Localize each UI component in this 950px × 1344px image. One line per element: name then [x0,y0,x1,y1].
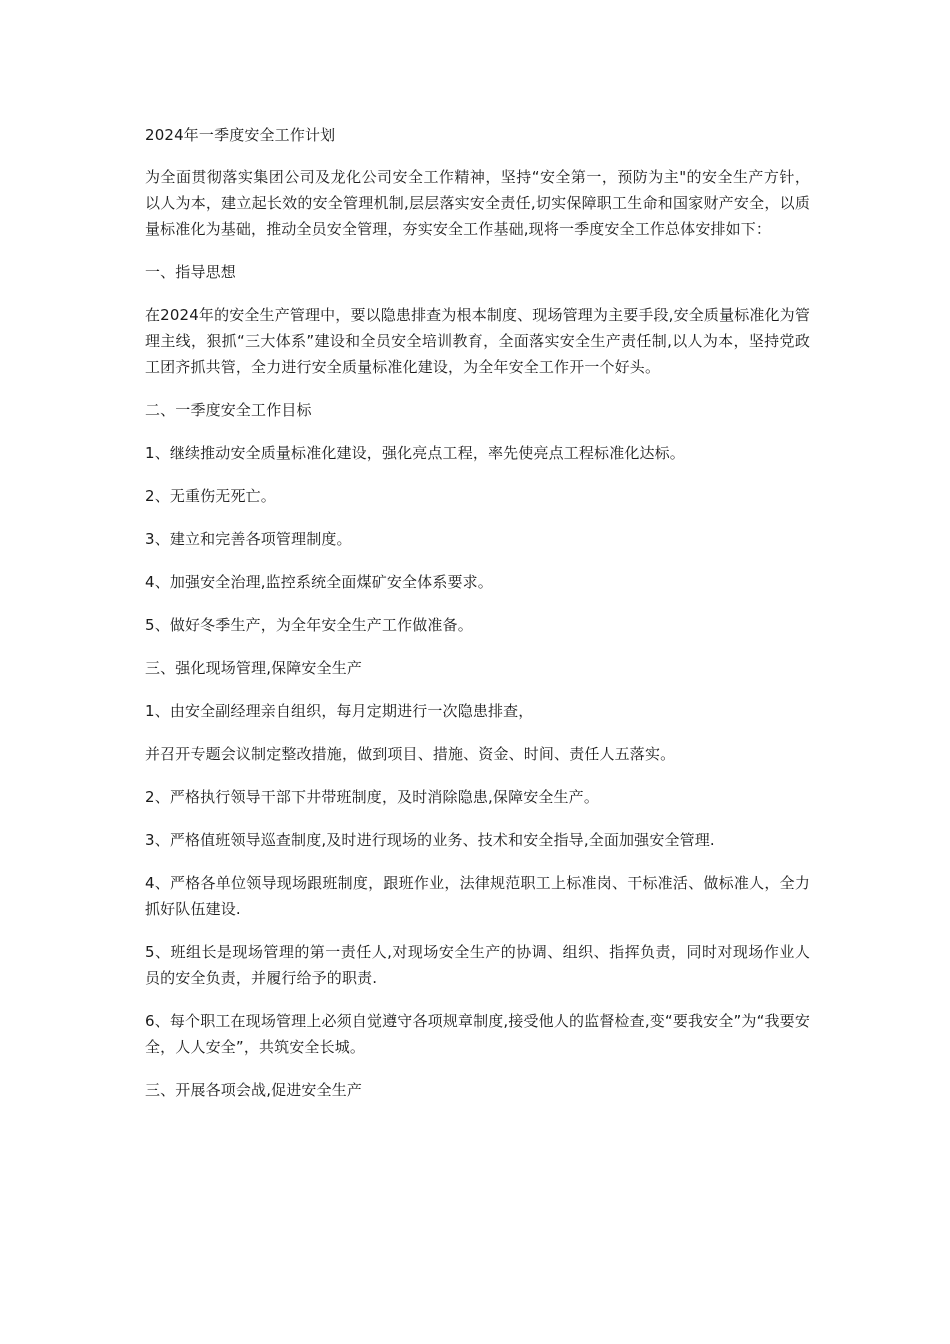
section-heading-quarter-goals: 二、一季度安全工作目标 [145,401,312,419]
goal-item: 3、建立和完善各项管理制度。 [145,530,352,548]
site-management-item: 5、班组长是现场管理的第一责任人,对现场安全生产的协调、组织、指挥负责，同时对现场作业人员的安全负责，并履行给予的职责. [145,943,810,987]
goal-item: 5、做好冬季生产，为全年安全生产工作做准备。 [145,616,473,634]
document-page [145,122,810,1120]
site-management-item: 并召开专题会议制定整改措施，做到项目、措施、资金、时间、责任人五落实。 [145,745,676,763]
intro-paragraph: 为全面贯彻落实集团公司及龙化公司安全工作精神，坚持“安全第一，预防为主"的安全生产方针，以人为本，建立起长效的安全管理机制,层层落实安全责任,切实保障职工生命和国家财产安全，以质量标准化为基础，推动全员安全管理，夯实安全工作基础,现将一季度安全工作总体安排如下： [145,168,810,238]
site-management-item: 3、严格值班领导巡查制度,及时进行现场的业务、技术和安全指导,全面加强安全管理. [145,831,715,849]
site-management-item: 1、由安全副经理亲自组织，每月定期进行一次隐患排查， [145,702,534,720]
section-heading-guiding-ideology: 一、指导思想 [145,263,236,281]
section-heading-campaigns: 三、开展各项会战,促进安全生产 [145,1081,363,1099]
site-management-item: 2、严格执行领导干部下井带班制度，及时消除隐患,保障安全生产。 [145,788,599,806]
section-heading-site-management: 三、强化现场管理,保障安全生产 [145,659,363,677]
guiding-ideology-paragraph: 在2024年的安全生产管理中，要以隐患排查为根本制度、现场管理为主要手段,安全质量标准化为管理主线，狠抓“三大体系”建设和全员安全培训教育，全面落实安全生产责任制,以人为本，坚持党政工团齐抓共管，全力进行安全质量标准化建设，为全年安全工作开一个好头。 [145,306,810,376]
document-title: 2024年一季度安全工作计划 [145,126,336,144]
goal-item: 1、继续推动安全质量标准化建设，强化亮点工程，率先使亮点工程标准化达标。 [145,444,685,462]
goal-item: 2、无重伤无死亡。 [145,487,276,505]
site-management-item: 6、每个职工在现场管理上必须自觉遵守各项规章制度,接受他人的监督检查,变“要我安全”为“我要安全，人人安全”，共筑安全长城。 [145,1012,810,1056]
goal-item: 4、加强安全治理,监控系统全面煤矿安全体系要求。 [145,573,493,591]
site-management-item: 4、严格各单位领导现场跟班制度，跟班作业，法律规范职工上标准岗、干标准活、做标准人，全力抓好队伍建设. [145,874,810,918]
